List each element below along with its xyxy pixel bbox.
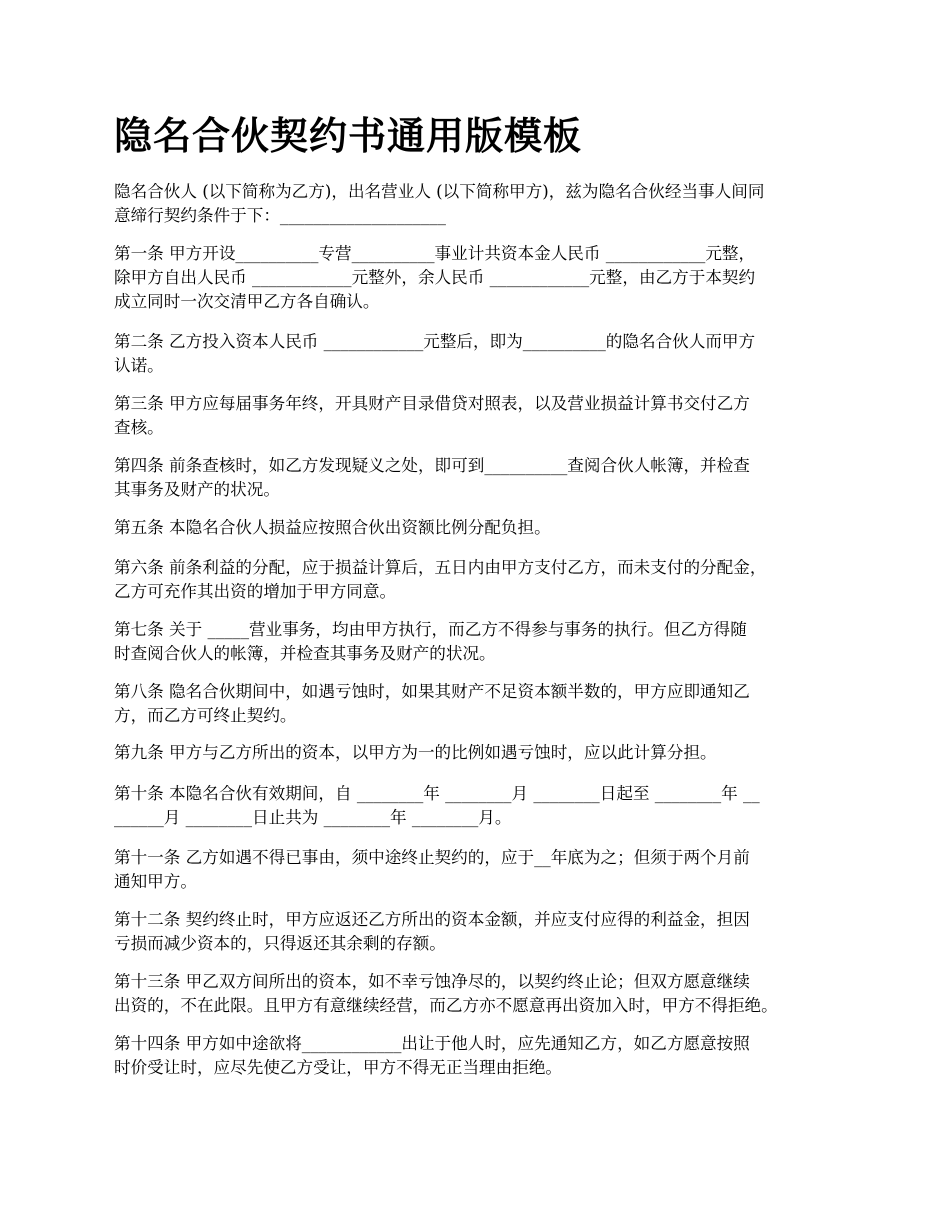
paragraph-line: 乙方可充作其出资的增加于甲方同意。 (114, 582, 397, 601)
paragraph-line: 方，而乙方可终止契约。 (114, 706, 297, 725)
paragraph-line: 时查阅合伙人的帐簿，并检查其事务及财产的状况。 (114, 644, 496, 663)
paragraph-line: 成立同时一次交清甲乙方各自确认。 (114, 292, 380, 311)
article-3 (114, 392, 750, 440)
paragraph-line: 第十四条 甲方如中途欲将____________出让于他人时，应先通知乙方，如乙方愿意按照 (114, 1034, 750, 1053)
paragraph-line: 第八条 隐名合伙期间中，如遇亏蚀时，如果其财产不足资本额半数的，甲方应即通知乙 (114, 682, 750, 701)
paragraph-line: 第十条 本隐名合伙有效期间，自 ________年 ________月 ________日起至 ________年 __ (114, 784, 760, 803)
paragraph-line: 除甲方自出人民币 ____________元整外，余人民币 ____________元整，由乙方于本契约 (114, 268, 756, 287)
document-title: 隐名合伙契约书通用版模板 (114, 114, 583, 158)
paragraph-line: 隐名合伙人 (以下简称为乙方)，出名营业人 (以下简称甲方)，兹为隐名合伙经当事人间同 (114, 182, 765, 201)
article-1 (114, 242, 755, 314)
article-9 (114, 741, 717, 765)
article-14 (114, 1032, 750, 1080)
paragraph-line: 第六条 前条利益的分配，应于损益计算后，五日内由甲方支付乙方，而未支付的分配金， (114, 558, 767, 577)
article-2 (114, 330, 755, 378)
paragraph-line: 亏损而减少资本的，只得返还其余剩的存额。 (114, 934, 446, 953)
article-5 (114, 516, 551, 540)
paragraph-line: 第十三条 甲乙双方间所出的资本，如不幸亏蚀净尽的，以契约终止论；但双方愿意继续 (114, 972, 750, 991)
paragraph-line: 第五条 本隐名合伙人损益应按照合伙出资额比例分配负担。 (114, 518, 551, 537)
article-4 (114, 454, 750, 502)
paragraph-line: 第二条 乙方投入资本人民币 ____________元整后，即为__________的隐名合伙人而甲方 (114, 332, 756, 351)
article-10 (114, 782, 760, 830)
article-7 (114, 618, 747, 666)
paragraph-line: 第十一条 乙方如遇不得已事由，须中途终止契约的，应于__年底为之；但须于两个月前 (114, 848, 750, 867)
paragraph-line: 通知甲方。 (114, 872, 197, 891)
paragraph-line: 第九条 甲方与乙方所出的资本，以甲方为一的比例如遇亏蚀时，应以此计算分担。 (114, 743, 717, 762)
paragraph-line: 查核。 (114, 418, 164, 437)
paragraph-line: 其事务及财产的状况。 (114, 480, 280, 499)
intro-paragraph (114, 180, 764, 228)
paragraph-line: 出资的，不在此限。且甲方有意继续经营，而乙方亦不愿意再出资加入时，甲方不得拒绝。 (114, 996, 778, 1015)
paragraph-line: ______月 ________日止共为 ________年 ________月。 (114, 808, 512, 827)
article-6 (114, 556, 766, 604)
paragraph-line: 认诺。 (114, 356, 164, 375)
article-13 (114, 970, 778, 1018)
paragraph-line: 第七条 关于 _____营业事务，均由甲方执行，而乙方不得参与事务的执行。但乙方得随 (114, 620, 747, 639)
paragraph-line: 时价受让时，应尽先使乙方受让，甲方不得无正当理由拒绝。 (114, 1058, 563, 1077)
paragraph-line: 第四条 前条查核时，如乙方发现疑义之处，即可到__________查阅合伙人帐簿，并检查 (114, 456, 750, 475)
paragraph-line: 第一条 甲方开设__________专营__________事业计共资本金人民币 ____________元整， (114, 244, 756, 263)
article-11 (114, 846, 750, 894)
paragraph-line: 第十二条 契约终止时，甲方应返还乙方所出的资本金额，并应支付应得的利益金，担因 (114, 910, 750, 929)
article-12 (114, 908, 750, 956)
article-8 (114, 680, 750, 728)
paragraph-line: 第三条 甲方应每届事务年终，开具财产目录借贷对照表，以及营业损益计算书交付乙方 (114, 394, 750, 413)
paragraph-line: 意缔行契约条件于下：____________________ (114, 206, 446, 225)
